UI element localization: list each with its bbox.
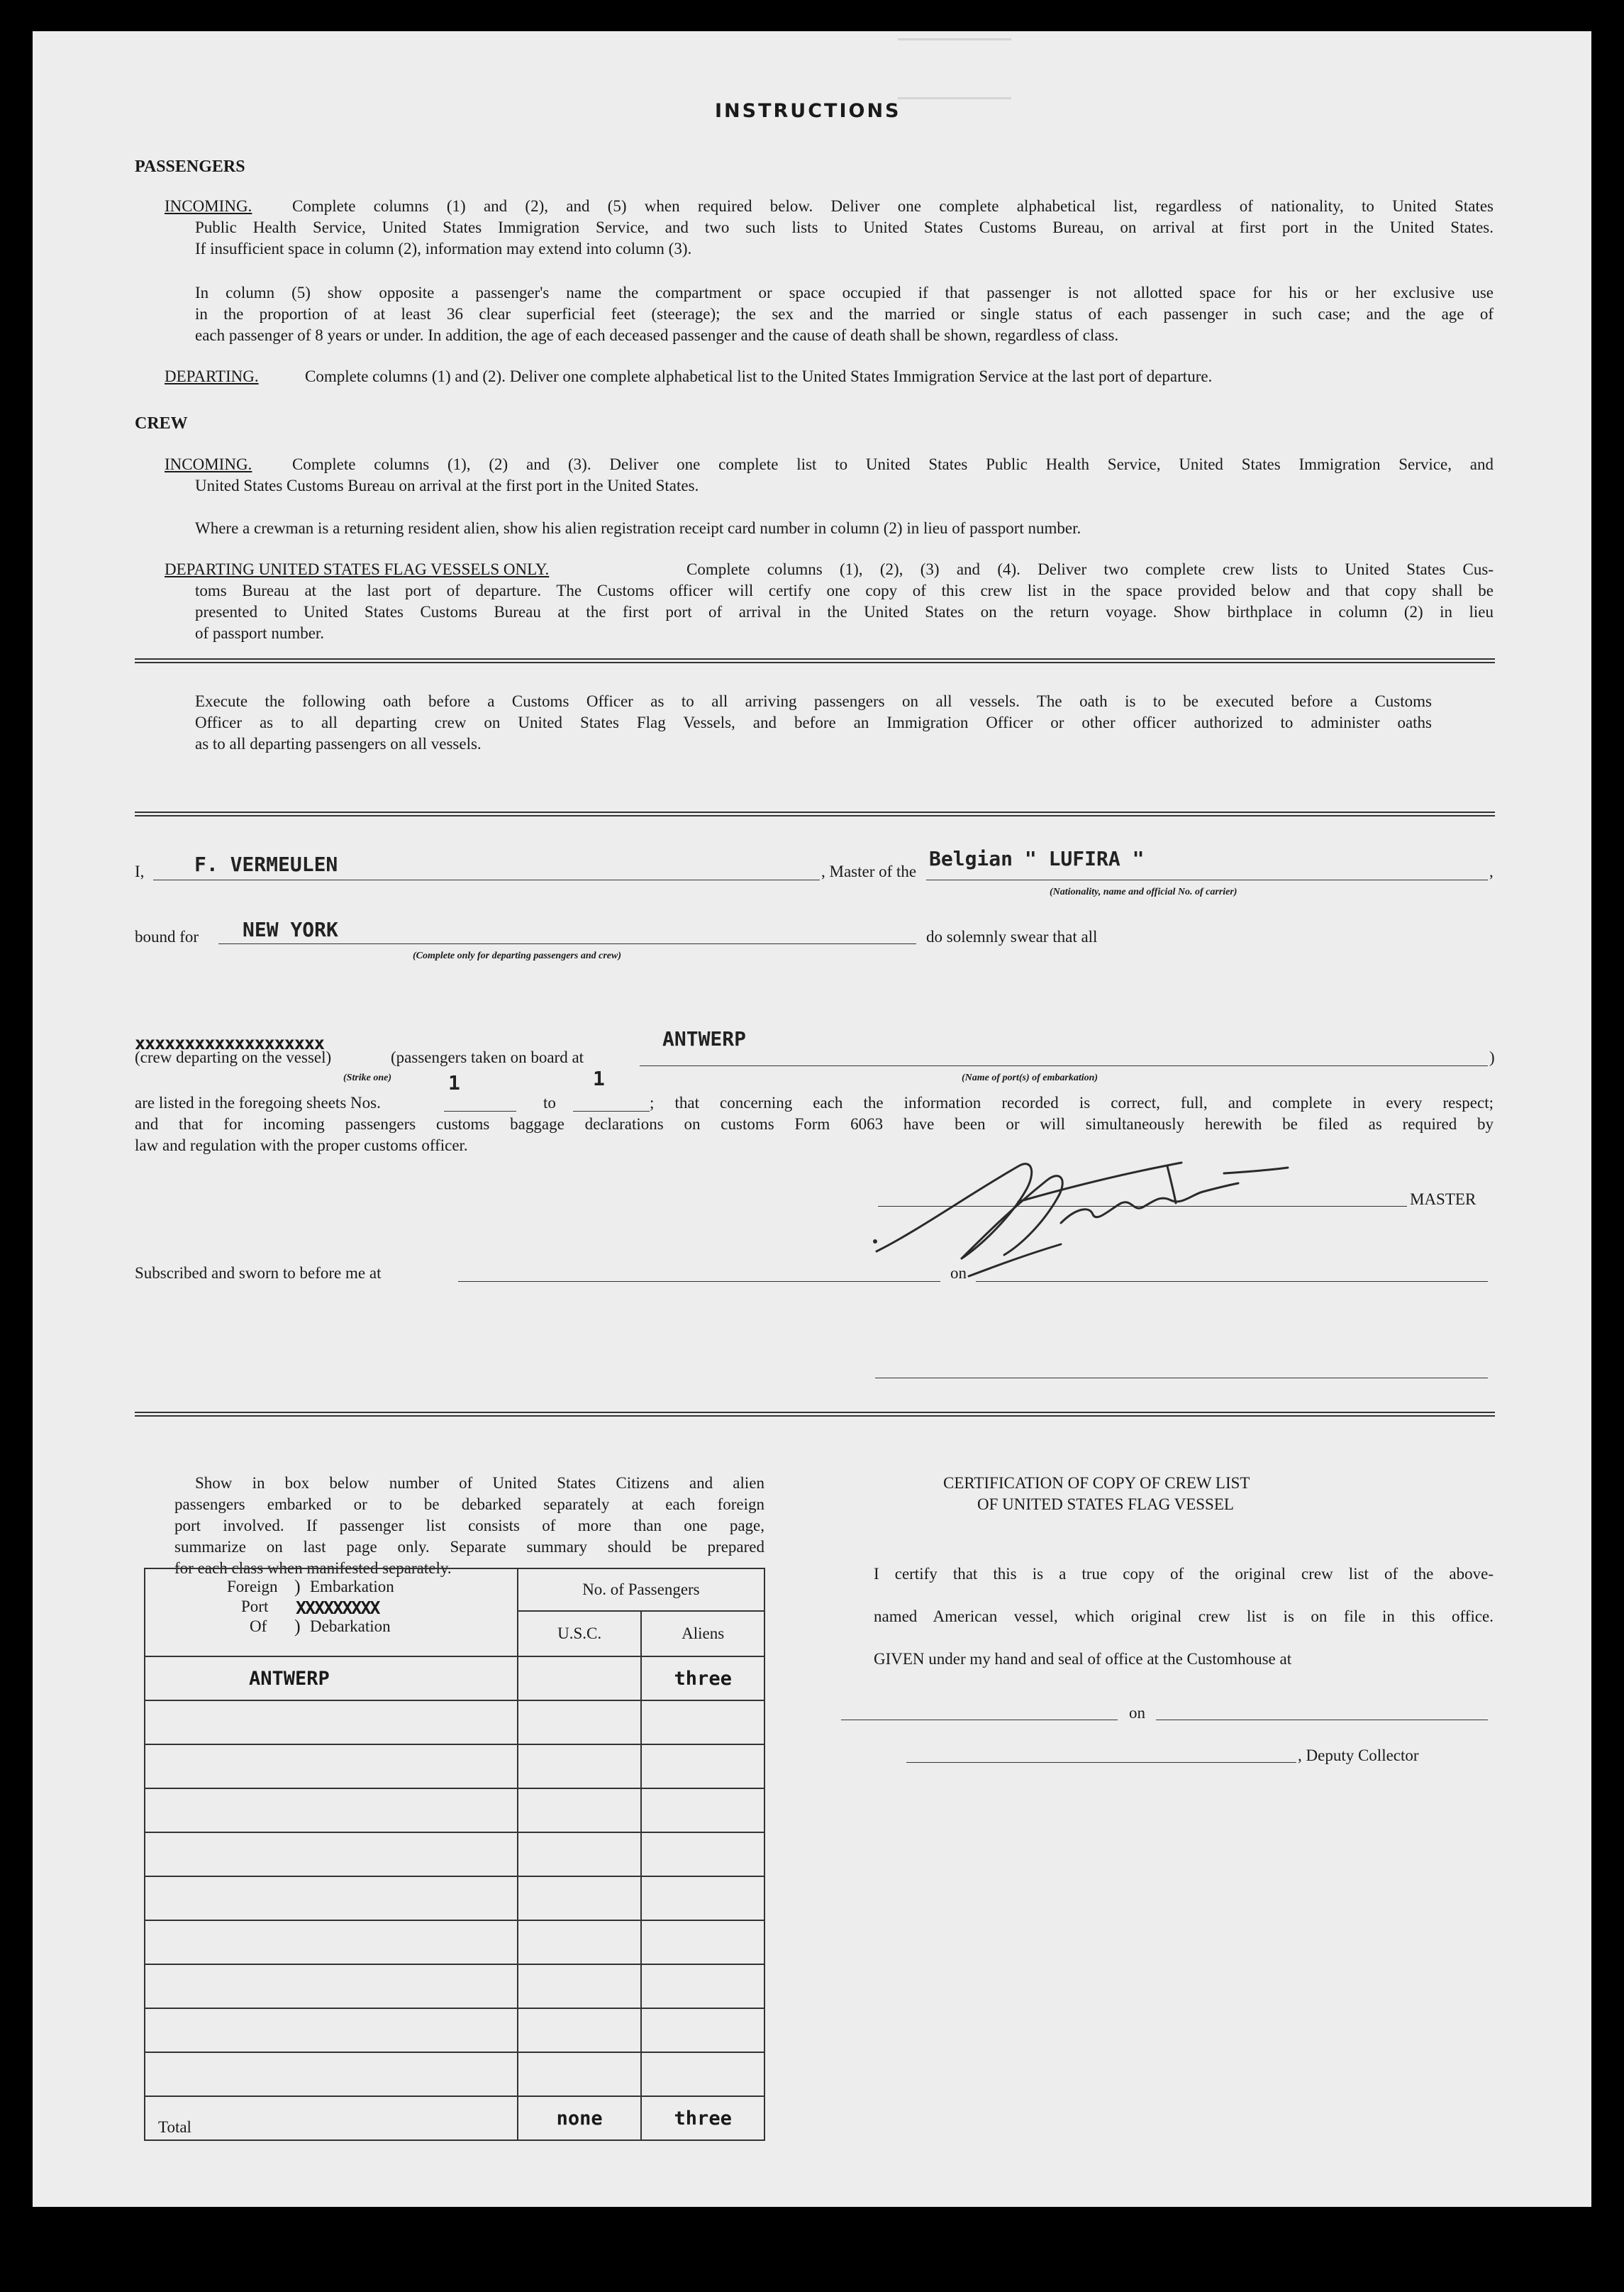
header-embarkation: Embarkation: [310, 1578, 394, 1595]
certification-line1: I certify that this is a true copy of the original crew list of the above-: [874, 1565, 1494, 1583]
summary-instructions-line5: for each class when manifested separately.: [174, 1559, 452, 1577]
certification-on-label: on: [1129, 1704, 1145, 1722]
port-embarkation-field[interactable]: ANTWERP: [662, 1027, 747, 1051]
summary-row: [145, 1832, 764, 1876]
header-strikeout: XXXXXXXXX: [296, 1598, 379, 1618]
crew-incoming-label: INCOMING.: [165, 455, 252, 473]
crew-heading: CREW: [135, 414, 188, 433]
swear-label: do solemnly swear that all: [916, 926, 1097, 948]
summary-row: [145, 1788, 764, 1832]
header-debarkation: Debarkation: [310, 1617, 391, 1635]
master-name-field[interactable]: F. VERMEULEN: [194, 853, 338, 876]
carrier-caption: (Nationality, name and official No. of carrier): [1050, 887, 1238, 897]
summary-row: [145, 1744, 764, 1788]
passengers-incoming-line3: If insufficient space in column (2), information may extend into column (3).: [195, 240, 692, 258]
total-label: Total: [145, 2096, 518, 2140]
passengers-incoming-line2: Public Health Service, United States Immigration Service, and two such lists to United States Customs Bureau, on arrival at first port in the United States.: [195, 218, 1494, 236]
no-passengers-header: No. of Passengers: [518, 1568, 764, 1611]
row-aliens-cell[interactable]: [641, 1700, 764, 1744]
strikeout-marks: xxxxxxxxxxxxxxxxxxx: [135, 1033, 324, 1053]
crew-incoming-line1: Complete columns (1), (2) and (3). Deliver one complete list to United States Public Health Service, United States Immigration Service, and: [292, 455, 1494, 473]
bound-for-field[interactable]: NEW YORK: [243, 918, 338, 941]
certification-title-line2: OF UNITED STATES FLAG VESSEL: [977, 1495, 1234, 1513]
section-divider-1: [135, 658, 1495, 663]
row-aliens-cell[interactable]: [641, 1744, 764, 1788]
statement-line3: law and regulation with the proper customs officer.: [135, 1136, 468, 1154]
crew-departing-line2: toms Bureau at the last port of departure. The Customs officer will certify one copy of this crew list in the space provided below and that copy shall be: [195, 582, 1494, 599]
certification-title-line1: CERTIFICATION OF COPY OF CREW LIST: [943, 1474, 1250, 1492]
summary-row: [145, 1920, 764, 1964]
section-divider-3: [135, 1412, 1495, 1417]
manifest-form-page: [33, 31, 1591, 2207]
row-usc-cell[interactable]: [518, 1920, 642, 1964]
crew-departing-option: (crew departing on the vessel): [135, 1048, 332, 1066]
passenger-summary-table: [144, 1568, 765, 2141]
row-port-cell[interactable]: [145, 1876, 518, 1920]
header-foreign: Foreign: [227, 1578, 278, 1595]
bound-for-caption: (Complete only for departing passengers and crew): [413, 951, 621, 961]
passengers-incoming-line1: Complete columns (1) and (2), and (5) when required below. Deliver one complete alphabetical list, regardless of nationality, to United States: [292, 197, 1494, 215]
port-caption: (Name of port(s) of embarkation): [962, 1073, 1099, 1083]
summary-row: [145, 2008, 764, 2052]
passengers-departing-text: Complete columns (1) and (2). Deliver one complete alphabetical list to the United States Immigration Service at the last port of departure.: [305, 367, 1213, 385]
row-usc-cell[interactable]: [518, 1656, 642, 1700]
passengers-heading: PASSENGERS: [135, 157, 245, 176]
row-usc-cell[interactable]: [518, 1964, 642, 2008]
crew-departing-line3: presented to United States Customs Bureau at the first port of arrival in the United States on the return voyage. Show birthplace in column (2) in lieu: [195, 603, 1494, 621]
bound-for-line: [218, 943, 940, 944]
master-signature-image: [855, 1124, 1323, 1287]
row-port-cell[interactable]: [145, 2052, 518, 2096]
row-usc-cell[interactable]: [518, 1832, 642, 1876]
subscribed-date-line: [976, 1281, 1488, 1282]
row-aliens-cell[interactable]: [641, 1964, 764, 2008]
oath-i-label: I,: [135, 863, 145, 880]
statement-line2: and that for incoming passengers customs baggage declarations on customs Form 6063 have been or will simultaneously herewith be filed as required by: [135, 1115, 1494, 1133]
summary-row: [145, 1964, 764, 2008]
row-port-cell[interactable]: [145, 1920, 518, 1964]
oath-instructions-line1: Execute the following oath before a Customs Officer as to all arriving passengers on all vessels. The oath is to be executed before a Customs: [195, 692, 1432, 710]
row-usc-cell[interactable]: [518, 1744, 642, 1788]
master-of-label: , Master of the: [821, 863, 917, 880]
bracket-glyph: ): [294, 1576, 301, 1597]
row-aliens-cell[interactable]: [641, 1876, 764, 1920]
carrier-field[interactable]: Belgian " LUFIRA ": [929, 847, 1145, 870]
row-aliens-cell[interactable]: [641, 2008, 764, 2052]
row-usc-cell[interactable]: [518, 2008, 642, 2052]
passengers-departing-label: DEPARTING.: [165, 367, 259, 385]
summary-row: [145, 1876, 764, 1920]
row-aliens-cell[interactable]: [641, 1788, 764, 1832]
crew-incoming-line2: United States Customs Bureau on arrival at the first port in the United States.: [195, 477, 699, 494]
total-aliens[interactable]: three: [641, 2096, 764, 2140]
port-embarkation-line: [640, 1065, 1488, 1066]
summary-instructions-line2: passengers embarked or to be debarked separately at each foreign: [174, 1495, 764, 1513]
summary-row: [145, 1656, 764, 1700]
total-row: [145, 2096, 764, 2140]
statement-tail: ; that concerning each the information recorded is correct, full, and complete in every respect;: [650, 1094, 1494, 1112]
passengers-taken-option: (passengers taken on board at: [391, 1048, 584, 1066]
bleed-through-text: [898, 38, 1011, 99]
crew-departing-label: DEPARTING UNITED STATES FLAG VESSELS ONLY.: [165, 560, 550, 578]
row-usc-cell[interactable]: [518, 2052, 642, 2096]
total-usc[interactable]: none: [518, 2096, 642, 2140]
row-port-cell[interactable]: [145, 1832, 518, 1876]
row-usc-cell[interactable]: [518, 1700, 642, 1744]
subscribed-place-line: [458, 1281, 940, 1282]
port-paren-close: ): [1489, 1048, 1495, 1066]
sheet-to-line: [573, 1111, 650, 1112]
row-aliens-cell[interactable]: [641, 1832, 764, 1876]
row-aliens-cell[interactable]: [641, 1920, 764, 1964]
sheets-to-label: to: [543, 1094, 556, 1112]
certification-line3: GIVEN under my hand and seal of office at the Customhouse at: [874, 1650, 1292, 1668]
row-usc-cell[interactable]: [518, 1788, 642, 1832]
summary-row: [145, 2052, 764, 2096]
summary-instructions-line3: port involved. If passenger list consists of more than one page,: [174, 1517, 764, 1534]
header-of: Of: [250, 1617, 267, 1635]
oath-instructions-line2: Officer as to all departing crew on United States Flag Vessels, and before an Immigration Officer or other officer authorized to administer oaths: [195, 714, 1432, 731]
column5-line1: In column (5) show opposite a passenger's name the compartment or space occupied if that passenger is not allotted space for his or her exclusive use: [195, 284, 1494, 301]
page-title: INSTRUCTIONS: [715, 100, 901, 122]
row-port-cell[interactable]: [145, 1964, 518, 2008]
summary-row: [145, 1700, 764, 1744]
sheets-label: are listed in the foregoing sheets Nos.: [135, 1094, 381, 1112]
sheet-from-line: [444, 1111, 516, 1112]
section-divider-2: [135, 812, 1495, 816]
strike-one-caption: (Strike one): [343, 1073, 392, 1083]
master-label: MASTER: [1410, 1190, 1476, 1208]
row-usc-cell[interactable]: [518, 1876, 642, 1920]
sheet-from-field[interactable]: 1: [448, 1071, 460, 1095]
deputy-collector-label: , Deputy Collector: [1298, 1746, 1419, 1764]
row-aliens-cell[interactable]: [641, 2052, 764, 2096]
header-port: Port: [241, 1598, 269, 1615]
row-port-cell[interactable]: [145, 1700, 518, 1744]
crew-departing-line4: of passport number.: [195, 624, 325, 642]
row-port-cell[interactable]: [145, 1744, 518, 1788]
oath-instructions-line3: as to all departing passengers on all vessels.: [195, 735, 482, 753]
row-port-cell[interactable]: [145, 2008, 518, 2052]
row-port-cell[interactable]: ANTWERP: [145, 1656, 518, 1700]
row-port-cell[interactable]: [145, 1788, 518, 1832]
bracket-glyph-lower: ): [294, 1616, 301, 1637]
row-aliens-cell[interactable]: three: [641, 1656, 764, 1700]
usc-header: U.S.C.: [518, 1611, 642, 1656]
carrier-trailing-comma: ,: [1489, 863, 1494, 880]
deputy-signature-line: [906, 1762, 1296, 1763]
subscribed-label: Subscribed and sworn to before me at: [135, 1264, 382, 1282]
bound-for-label: bound for: [135, 928, 199, 946]
subscribed-on-label: on: [950, 1264, 967, 1282]
column5-line3: each passenger of 8 years or under. In addition, the age of each deceased passenger and the cause of death shall be shown, regardless of class.: [195, 326, 1119, 344]
port-header-cell: [145, 1568, 518, 1656]
crew-departing-line1: Complete columns (1), (2), (3) and (4). Deliver two complete crew lists to United States Cus-: [686, 560, 1494, 578]
summary-instructions-line1: Show in box below number of United States Citizens and alien: [195, 1474, 764, 1492]
certification-line2: named American vessel, which original crew list is on file in this office.: [874, 1607, 1494, 1625]
passengers-incoming-label: INCOMING.: [165, 197, 252, 215]
sheet-to-field[interactable]: 1: [593, 1067, 605, 1090]
crew-resident-text: Where a crewman is a returning resident alien, show his alien registration receipt card number in column (2) in lieu of passport number.: [195, 519, 1081, 537]
column5-line2: in the proportion of at least 36 clear superficial feet (steerage); the sex and the married or single status of each passenger in such case; and the age of: [195, 305, 1494, 323]
summary-instructions-line4: summarize on last page only. Separate summary should be prepared: [174, 1538, 764, 1556]
aliens-header: Aliens: [641, 1611, 764, 1656]
